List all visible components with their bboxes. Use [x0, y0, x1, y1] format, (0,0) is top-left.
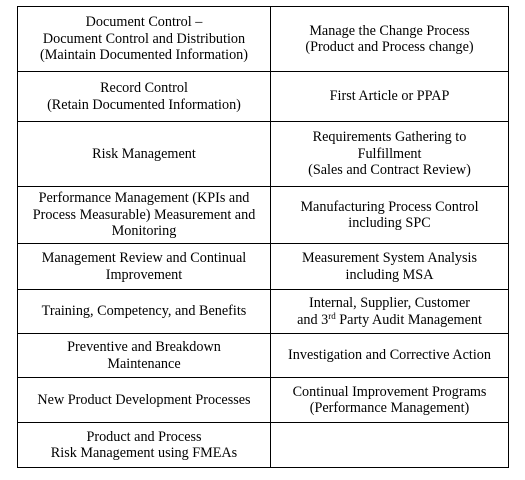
table-cell: Product and Process Risk Management using FMEAs [18, 423, 271, 468]
cell-text: Internal, Supplier, Customer and 3 [297, 295, 470, 328]
table-cell: Preventive and Breakdown Maintenance [18, 334, 271, 378]
table-cell: New Product Development Processes [18, 378, 271, 423]
cell-text: Party Audit Management [335, 311, 482, 328]
table-cell: Performance Management (KPIs and Process Measurable) Measurement and Monitoring [18, 187, 271, 244]
table-cell: Management Review and Continual Improvement [18, 244, 271, 290]
table-row [18, 72, 509, 122]
table-cell: Requirements Gathering to Fulfillment (Sales and Contract Review) [271, 122, 509, 187]
table-cell: Manage the Change Process (Product and Process change) [271, 7, 509, 72]
table-row [18, 290, 509, 334]
table-cell: Investigation and Corrective Action [271, 334, 509, 378]
table-cell: Training, Competency, and Benefits [18, 290, 271, 334]
table-row [18, 244, 509, 290]
table-row [18, 187, 509, 244]
table-row [18, 378, 509, 423]
table-cell: First Article or PPAP [271, 72, 509, 122]
table-cell: Measurement System Analysis including MSA [271, 244, 509, 290]
process-table [17, 6, 509, 468]
superscript-text: rd [328, 310, 336, 321]
table-row [18, 122, 509, 187]
table-row [18, 334, 509, 378]
table-cell: Continual Improvement Programs (Performance Management) [271, 378, 509, 423]
table-cell: Record Control (Retain Documented Information) [18, 72, 271, 122]
table-cell [271, 290, 509, 334]
table-cell: Manufacturing Process Control including SPC [271, 187, 509, 244]
table-row [18, 7, 509, 72]
table-cell [271, 423, 509, 468]
table-cell: Risk Management [18, 122, 271, 187]
table-cell: Document Control – Document Control and Distribution (Maintain Documented Information) [18, 7, 271, 72]
table-row [18, 423, 509, 468]
